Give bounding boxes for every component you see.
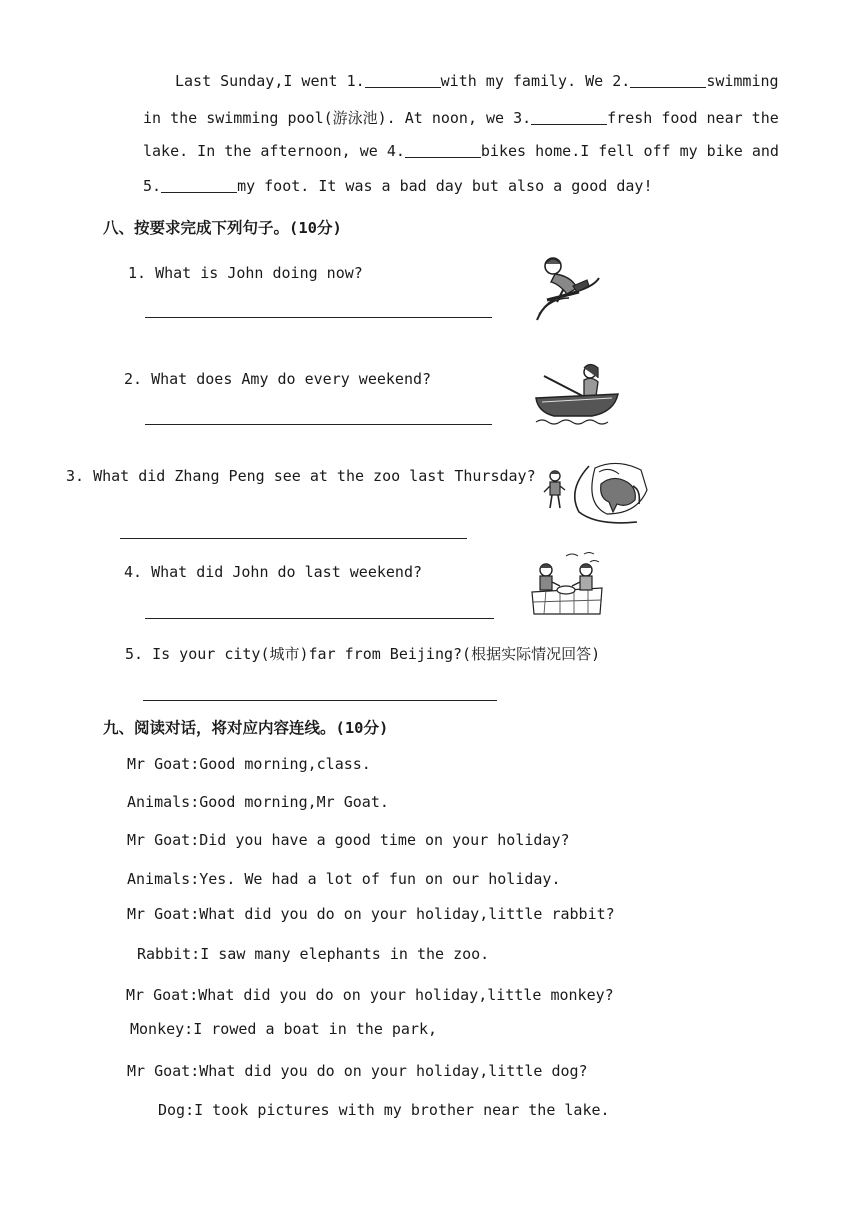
blank-2[interactable] bbox=[630, 73, 706, 88]
passage-line-4: 5. my foot. It was a bad day but also a good day! bbox=[143, 177, 653, 195]
section-9-heading: 九、阅读对话，将对应内容连线。(10分) bbox=[103, 719, 389, 737]
question-5: 5. Is your city(城市)far from Beijing?(根据实际情况回答) bbox=[125, 645, 601, 663]
dialogue-line: Mr Goat:Good morning,class. bbox=[127, 755, 371, 773]
blank-1[interactable] bbox=[365, 73, 441, 88]
answer-line-4[interactable] bbox=[145, 618, 494, 619]
blank-4[interactable] bbox=[405, 143, 481, 158]
answer-line-3[interactable] bbox=[120, 538, 467, 539]
dialogue-line: Animals:Good morning,Mr Goat. bbox=[127, 793, 389, 811]
passage-line-1: Last Sunday,I went 1. with my family. We 2. swimming bbox=[175, 72, 779, 90]
question-1: 1. What is John doing now? bbox=[128, 264, 363, 282]
dialogue-line: Mr Goat:What did you do on your holiday,little monkey? bbox=[126, 986, 614, 1004]
answer-line-5[interactable] bbox=[143, 700, 497, 701]
dialogue-line: Monkey:I rowed a boat in the park, bbox=[130, 1020, 438, 1038]
question-4: 4. What did John do last weekend? bbox=[124, 563, 423, 581]
answer-line-1[interactable] bbox=[145, 317, 492, 318]
dialogue-line: Mr Goat:What did you do on your holiday,little dog? bbox=[127, 1062, 588, 1080]
dialogue-line: Mr Goat:Did you have a good time on your holiday? bbox=[127, 831, 570, 849]
section-8-heading: 八、按要求完成下列句子。(10分) bbox=[103, 219, 342, 237]
girl-rowing-boat-picture bbox=[532, 362, 622, 426]
boy-skateboarding-picture bbox=[533, 254, 603, 324]
blank-5[interactable] bbox=[161, 178, 237, 193]
children-picnic-picture bbox=[526, 552, 608, 618]
dialogue-line: Animals:Yes. We had a lot of fun on our holiday. bbox=[127, 870, 561, 888]
dialogue-line: Rabbit:I saw many elephants in the zoo. bbox=[137, 945, 490, 963]
answer-line-2[interactable] bbox=[145, 424, 492, 425]
question-3: 3. What did Zhang Peng see at the zoo last Thursday? bbox=[66, 467, 536, 485]
dialogue-line: Dog:I took pictures with my brother near the lake. bbox=[158, 1101, 610, 1119]
passage-line-2: in the swimming pool(游泳池). At noon, we 3. fresh food near the bbox=[143, 109, 779, 127]
blank-3[interactable] bbox=[531, 110, 607, 125]
question-2: 2. What does Amy do every weekend? bbox=[124, 370, 432, 388]
dialogue-line: Mr Goat:What did you do on your holiday,little rabbit? bbox=[127, 905, 615, 923]
passage-line-3: lake. In the afternoon, we 4. bikes home.I fell off my bike and bbox=[143, 142, 779, 160]
boy-at-zoo-picture bbox=[537, 460, 649, 530]
